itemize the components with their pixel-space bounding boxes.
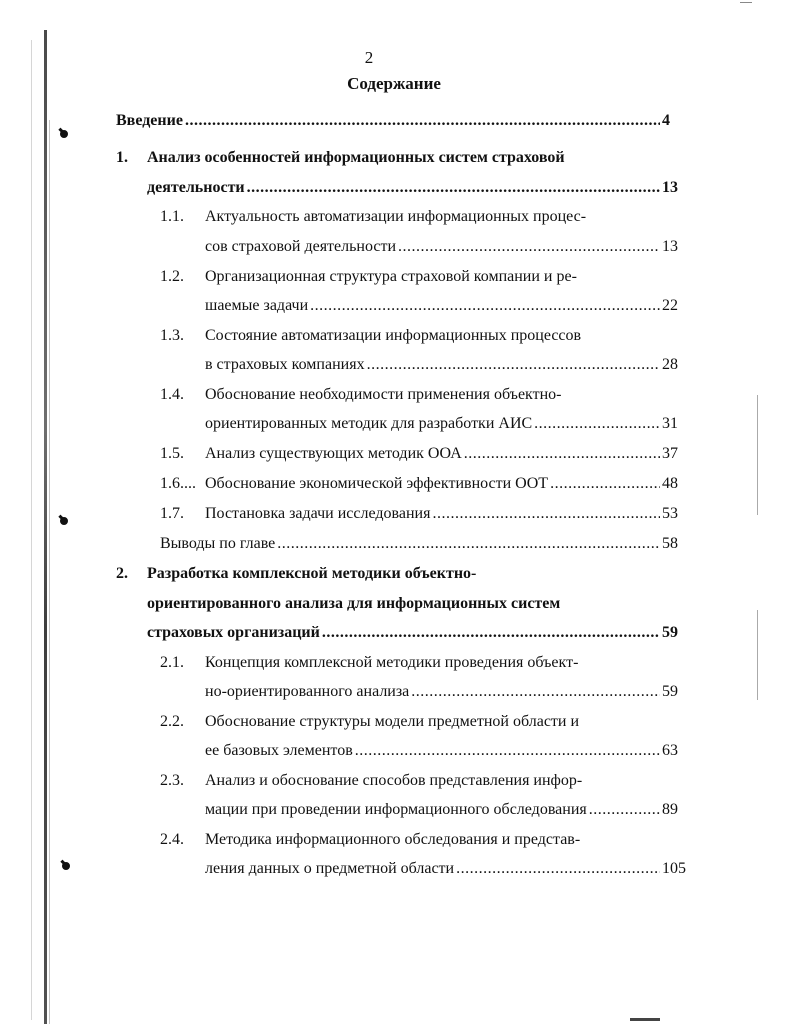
section-title-line[interactable]: Анализ и обоснование способов представления инфор- [205,772,583,789]
scan-mark-icon [58,128,69,139]
chapter-number: 2. [116,565,128,582]
section-number: 1.4. [160,386,184,403]
dot-leader [589,801,660,819]
toc-page-number: 89 [662,801,678,818]
dot-leader [367,356,660,374]
toc-entry-label: Выводы по главе [160,535,276,552]
toc-entry-1-5[interactable] [205,445,678,467]
section-title-line: Обоснование экономической эффективности ООТ [205,475,549,492]
chapter-title-line[interactable]: Разработка комплексной методики объектно- [147,565,477,582]
chapter-title-line: деятельности [147,179,245,196]
section-title-line[interactable]: Состояние автоматизации информационных процессов [205,327,582,344]
toc-page-number: 4 [662,112,670,129]
section-title-line: сов страховой деятельности [205,238,397,255]
toc-page-number: 53 [662,505,678,522]
toc-entry-1-1[interactable] [205,238,678,260]
scan-binding-edge [44,30,47,1024]
toc-page-number: 58 [662,535,678,552]
section-title-line: шаемые задачи [205,297,309,314]
dot-leader [411,683,660,701]
section-number: 2.3. [160,772,184,789]
dot-leader [277,535,660,553]
scan-mark [630,1018,660,1021]
toc-entry-2-4[interactable] [205,860,686,882]
section-title-line[interactable]: Обоснование структуры модели предметной области и [205,713,580,730]
scan-mark-icon [58,515,69,526]
scan-edge-line [49,120,50,1024]
chapter-title-line: страховых организаций [147,624,320,641]
section-title-line: Постановка задачи исследования [205,505,431,522]
toc-page-number: 22 [662,297,678,314]
toc-page-number: 37 [662,445,678,462]
section-title-line[interactable]: Концепция комплексной методики проведения объект- [205,654,579,671]
scan-edge-line [757,395,758,515]
section-title-line: ориентированных методик для разработки АИС [205,415,533,432]
section-number: 1.6.... [160,475,196,492]
section-number: 1.3. [160,327,184,344]
toc-entry-conclusions[interactable] [160,535,678,557]
toc-entry-2-2[interactable] [205,742,678,764]
section-number: 1.2. [160,268,184,285]
toc-entry-chapter-2[interactable] [147,624,678,646]
toc-entry-1-3[interactable] [205,356,678,378]
section-number: 1.5. [160,445,184,462]
section-number: 1.1. [160,208,184,225]
toc-entry-2-3[interactable] [205,801,678,823]
toc-entry-1-4[interactable] [205,415,678,437]
dot-leader [432,505,660,523]
section-title-line: ее базовых элементов [205,742,353,759]
section-title-line[interactable]: Актуальность автоматизации информационных процес- [205,208,587,225]
toc-entry-intro[interactable] [116,112,670,134]
section-number: 1.7. [160,505,184,522]
section-title-line: ления данных о предметной области [205,860,455,877]
scan-mark-icon [60,860,71,871]
dot-leader [534,415,660,433]
toc-entry-label: Введение [116,112,183,129]
dot-leader [464,445,660,463]
section-number: 2.4. [160,831,184,848]
section-title-line[interactable]: Организационная структура страховой компании и ре- [205,268,577,285]
dot-leader [398,238,660,256]
toc-page-number: 59 [662,683,678,700]
chapter-number: 1. [116,149,128,166]
section-number: 2.2. [160,713,184,730]
chapter-title-line[interactable]: Анализ особенностей информационных систем страховой [147,149,565,166]
page-title: Содержание [347,74,441,93]
scan-edge-line [31,40,32,1020]
dot-leader [355,742,660,760]
page-number: 2 [364,48,374,67]
toc-page-number: 63 [662,742,678,759]
toc-entry-1-2[interactable] [205,297,678,319]
toc-entry-1-6[interactable] [205,475,678,497]
toc-entry-1-7[interactable] [205,505,678,527]
section-number: 2.1. [160,654,184,671]
dot-leader [310,297,660,315]
toc-page-number: 13 [662,179,678,196]
section-title-line: в страховых компаниях [205,356,365,373]
chapter-title-line[interactable]: ориентированного анализа для информационных систем [147,595,561,612]
toc-page-number: 31 [662,415,678,432]
dot-leader [185,112,660,130]
dot-leader [247,179,660,197]
section-title-line[interactable]: Обоснование необходимости применения объектно- [205,386,562,403]
toc-page-number: 48 [662,475,678,492]
scan-mark [740,2,752,3]
toc-entry-chapter-1[interactable] [147,179,678,201]
toc-entry-2-1[interactable] [205,683,678,705]
toc-page-number: 59 [662,624,678,641]
section-title-line: но-ориентированного анализа [205,683,410,700]
section-title-line[interactable]: Методика информационного обследования и представ- [205,831,581,848]
section-title-line: Анализ существующих методик ООА [205,445,462,462]
toc-page-number: 13 [662,238,678,255]
dot-leader [456,860,660,878]
scan-edge-line [757,610,758,700]
section-title-line: мации при проведении информационного обследования [205,801,587,818]
dot-leader [550,475,660,493]
toc-page-number: 28 [662,356,678,373]
toc-page-number: 105 [662,860,686,877]
dot-leader [322,624,660,642]
